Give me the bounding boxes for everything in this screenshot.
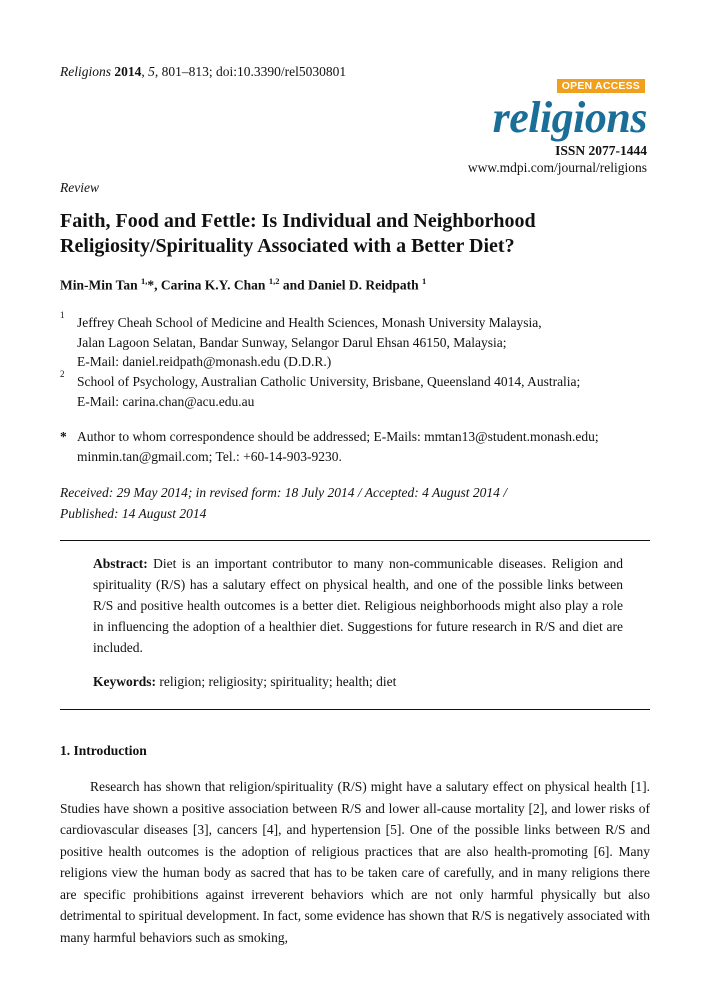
- keywords-label: Keywords:: [93, 674, 156, 689]
- affiliation-line: Jeffrey Cheah School of Medicine and Health Sciences, Monash University Malaysia,: [77, 315, 542, 330]
- abstract-text: Diet is an important contributor to many non-communicable diseases. Religion and spirituality (R/S) has a salutary effect on physical health, and one of the possible links between R/S and positive health outcomes is a better diet. Religious neighborhoods might also play a role in influencing the adoption of a healthier diet. Suggestions for future research in R/S and diet are included.: [93, 556, 623, 655]
- affiliation-line: Jalan Lagoon Selatan, Bandar Sunway, Selangor Darul Ehsan 46150, Malaysia;: [77, 334, 507, 350]
- keywords: [93, 674, 396, 690]
- affiliation-line: E-Mail: daniel.reidpath@monash.edu (D.D.R.): [77, 354, 332, 369]
- journal-logo: religions: [492, 93, 647, 142]
- correspondence-mark: *: [60, 429, 67, 444]
- author-name: Min-Min Tan: [60, 277, 138, 293]
- affiliation-line: School of Psychology, Australian Catholic University, Brisbane, Queensland 4014, Australia;: [77, 374, 581, 389]
- citation-pages-doi: , 801–813; doi:10.3390/rel5030801: [154, 64, 347, 79]
- affiliation-line: E-Mail: carina.chan@acu.edu.au: [77, 393, 255, 409]
- article-dates: [60, 482, 660, 524]
- correspondence-line: Author to whom correspondence should be addressed; E-Mails: mmtan13@student.monash.edu;: [77, 429, 599, 444]
- author-list: Min-Min Tan $^{1,}$*, Carina K.Y. Chan $^{1,2}$ and Daniel D. Reidpath $^1$: [60, 276, 427, 293]
- dates-line: Published: 14 August 2014: [60, 506, 207, 521]
- citation-journal: Religions: [60, 64, 111, 79]
- paper-title: Faith, Food and Fettle: Is Individual and Neighborhood Religiosity/Spirituality Associated with a Better Diet?: [60, 210, 536, 257]
- author-name: Carina K.Y. Chan: [160, 277, 266, 293]
- journal-url[interactable]: www.mdpi.com/journal/religions: [467, 160, 647, 175]
- keywords-text: religion; religiosity; spirituality; health; diet: [156, 674, 397, 689]
- issn: ISSN 2077-1444: [555, 143, 647, 158]
- author-name: Daniel D. Reidpath: [307, 277, 419, 293]
- open-access-badge: OPEN ACCESS: [557, 79, 645, 93]
- dates-line: Received: 29 May 2014; in revised form: 18 July 2014 / Accepted: 4 August 2014 /: [60, 485, 508, 500]
- affiliation-1: [77, 313, 542, 372]
- citation-volume: 5: [148, 64, 155, 79]
- intro-paragraph: Research has shown that religion/spirituality (R/S) might have a salutary effect on physical health [1]. Studies have shown a positive association between R/S and lower all-cause mortality [2], and lower risks of cardiovascular diseases [3], cancers [4], and hypertension [5]. One of the possible links between R/S and positive health outcomes is the adoption of religious practices that are also health-promoting [6]. Many religions view the human body as sacred that has to be taken care of carefully, and in many religions there are specific prohibitions against irreverent behaviors which are not only harmful physically but also detrimental to spiritual development. In fact, some evidence has shown that R/S is negatively associated with many harmful behaviors such as smoking,: [60, 779, 650, 945]
- author-sup: 1,2: [268, 276, 280, 286]
- citation-line: Religions 2014, 5, 801–813; doi:10.3390/rel5030801: [60, 64, 347, 79]
- abstract-label: Abstract:: [93, 556, 148, 571]
- divider: [60, 540, 650, 541]
- correspondence: [77, 427, 599, 466]
- affiliation-number: 2: [60, 369, 65, 379]
- correspondence-line: minmin.tan@gmail.com; Tel.: +60-14-903-9230.: [77, 448, 342, 464]
- author-mark: *: [147, 277, 155, 293]
- author-sup: 1,: [141, 276, 148, 286]
- citation-year: 2014: [114, 64, 142, 79]
- section-heading: 1. Introduction: [60, 743, 147, 758]
- author-sup: 1: [421, 276, 427, 286]
- article-type: Review: [60, 180, 99, 195]
- abstract: [93, 553, 623, 658]
- affiliation-number: 1: [60, 310, 65, 320]
- divider: [60, 709, 650, 710]
- affiliation-2: [77, 372, 580, 411]
